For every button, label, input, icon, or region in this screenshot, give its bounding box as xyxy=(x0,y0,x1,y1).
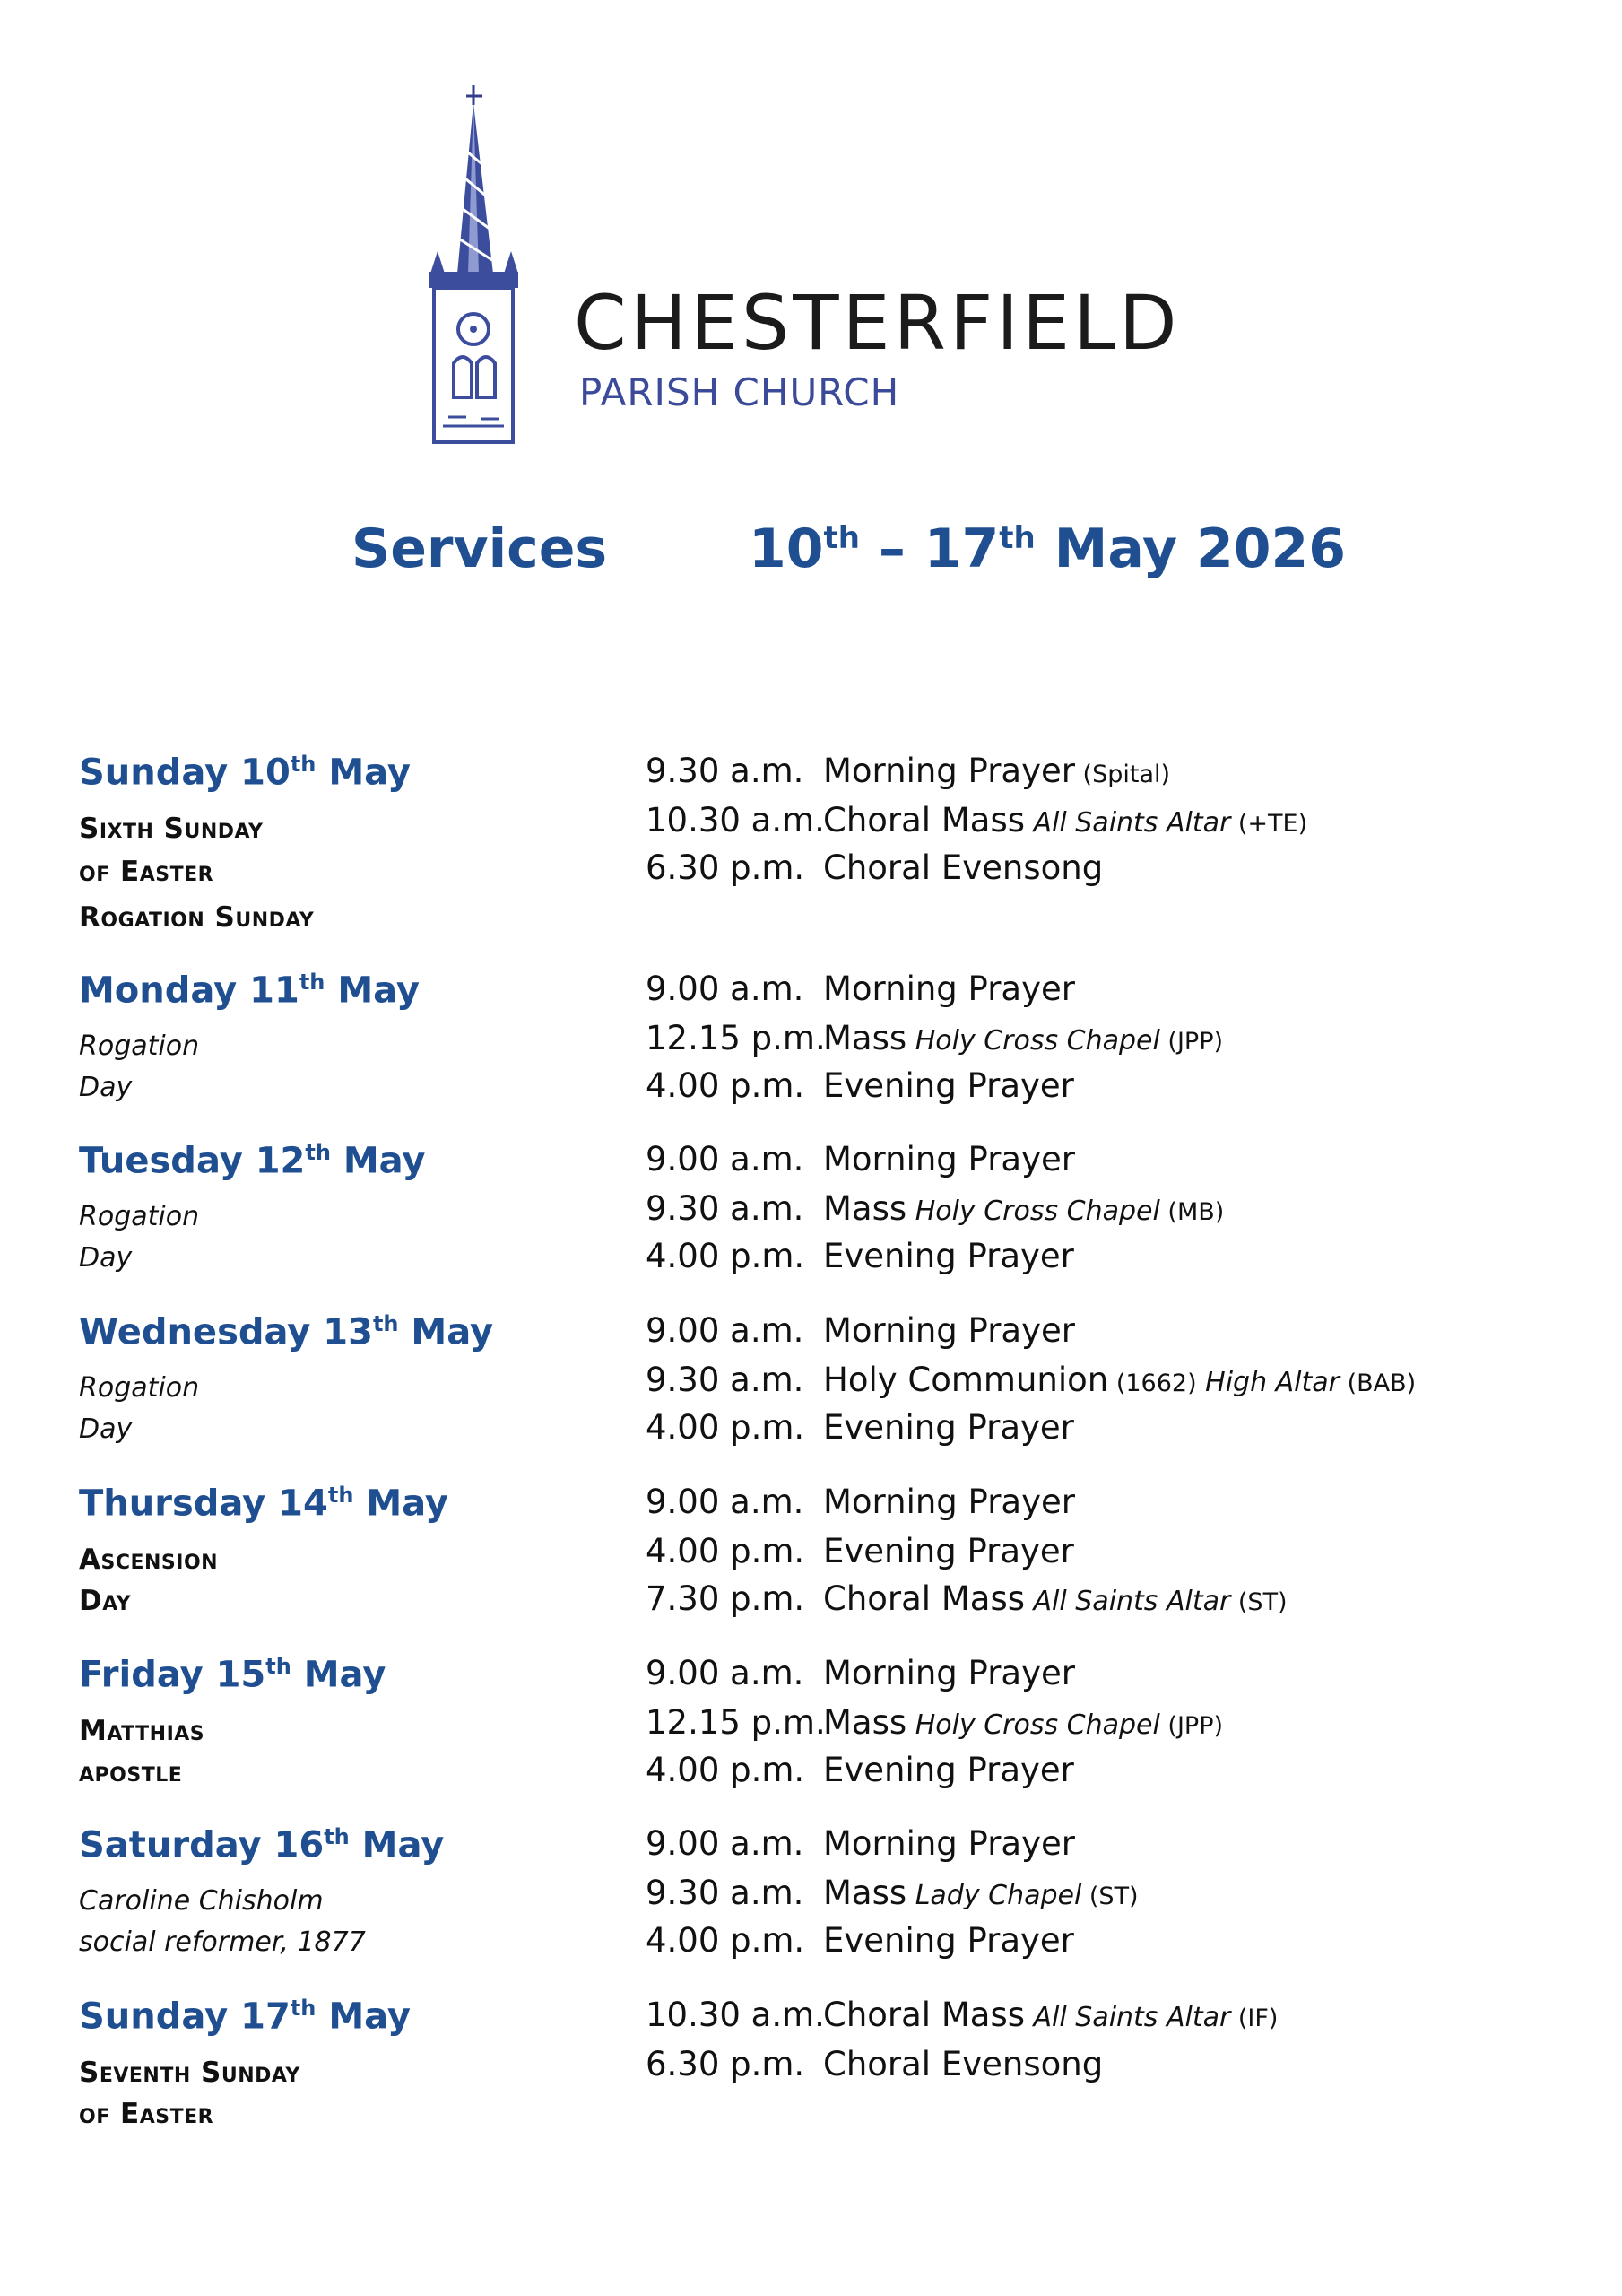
day-suffix: th xyxy=(327,1483,354,1508)
service-note: (+TE) xyxy=(1230,810,1308,838)
service-note: (Spital) xyxy=(1074,761,1171,788)
service-row xyxy=(646,1654,1075,1692)
page-title xyxy=(0,517,1622,598)
service-name: Morning Prayer xyxy=(823,1140,1075,1178)
service-name: Mass xyxy=(823,1189,907,1228)
service-time: 10.30 a.m. xyxy=(646,1996,825,2034)
service-note: (MB) xyxy=(1159,1198,1225,1226)
logo-wordmark: CHESTERFIELD xyxy=(574,279,1181,367)
service-name: Morning Prayer xyxy=(823,1654,1075,1692)
service-time: 9.30 a.m. xyxy=(646,1361,804,1399)
service-name: Mass xyxy=(823,1019,907,1057)
service-name: Choral Mass xyxy=(823,1996,1025,2034)
service-name: Choral Evensong xyxy=(823,848,1104,887)
title-services: Services xyxy=(351,517,608,580)
title-month-year: May 2026 xyxy=(1035,517,1346,580)
service-name: Choral Mass xyxy=(823,801,1025,839)
day-suffix: th xyxy=(290,1996,317,2021)
service-row xyxy=(646,2045,1103,2083)
service-time: 6.30 p.m. xyxy=(646,2045,805,2083)
day-month: May xyxy=(316,1996,411,2038)
day-note: Rogation xyxy=(79,1031,200,1062)
service-row xyxy=(646,1408,1074,1447)
day-name: Tuesday 12 xyxy=(79,1140,306,1182)
service-time: 9.00 a.m. xyxy=(646,1140,804,1178)
service-name: Morning Prayer xyxy=(823,1824,1075,1863)
day-heading xyxy=(79,752,411,793)
service-name: Evening Prayer xyxy=(823,1751,1074,1789)
service-note: (IF) xyxy=(1230,2005,1279,2032)
service-row xyxy=(646,1311,1075,1350)
service-row xyxy=(646,1824,1075,1863)
day-name: Monday 11 xyxy=(79,970,299,1012)
day-note: Ascension xyxy=(79,1544,219,1576)
service-name: Morning Prayer xyxy=(823,752,1075,790)
service-row xyxy=(646,1483,1075,1521)
service-time: 9.00 a.m. xyxy=(646,970,804,1008)
day-name: Thursday 14 xyxy=(79,1483,328,1525)
service-time: 9.00 a.m. xyxy=(646,1824,804,1863)
service-row xyxy=(646,1532,1074,1570)
service-time: 4.00 p.m. xyxy=(646,1532,805,1570)
service-row xyxy=(646,1189,1224,1228)
service-row xyxy=(646,1874,1139,1912)
day-heading xyxy=(79,1140,426,1181)
day-note: of Easter xyxy=(79,856,214,888)
day-note: Rogation xyxy=(79,1201,200,1232)
service-row xyxy=(646,1066,1074,1105)
service-row xyxy=(646,752,1170,790)
day-note: Day xyxy=(79,1585,132,1617)
service-name: Evening Prayer xyxy=(823,1921,1074,1960)
service-name: Holy Communion xyxy=(823,1361,1109,1399)
service-time: 9.30 a.m. xyxy=(646,1874,804,1912)
day-suffix: th xyxy=(372,1311,399,1336)
service-name: Mass xyxy=(823,1874,907,1912)
service-name: Mass xyxy=(823,1703,907,1742)
day-heading xyxy=(79,1483,448,1524)
service-location: All Saints Altar xyxy=(1025,1586,1231,1617)
service-location: High Altar xyxy=(1196,1367,1340,1398)
day-suffix: th xyxy=(305,1140,331,1165)
service-time: 4.00 p.m. xyxy=(646,1751,805,1789)
title-end-day: – 17 xyxy=(859,517,1000,580)
service-row xyxy=(646,1579,1288,1618)
service-name: Morning Prayer xyxy=(823,970,1075,1008)
service-time: 9.30 a.m. xyxy=(646,1189,804,1228)
service-time: 10.30 a.m. xyxy=(646,801,825,839)
day-heading xyxy=(79,1824,444,1866)
day-name: Friday 15 xyxy=(79,1654,266,1696)
service-time: 4.00 p.m. xyxy=(646,1066,805,1105)
service-name: Evening Prayer xyxy=(823,1408,1074,1447)
service-location: Holy Cross Chapel xyxy=(906,1196,1160,1227)
day-name: Saturday 16 xyxy=(79,1824,325,1866)
day-name: Wednesday 13 xyxy=(79,1311,373,1353)
service-location: Holy Cross Chapel xyxy=(906,1025,1160,1057)
service-name: Choral Mass xyxy=(823,1579,1025,1618)
day-suffix: th xyxy=(299,970,325,995)
service-row xyxy=(646,848,1103,887)
service-time: 9.00 a.m. xyxy=(646,1483,804,1521)
service-note: (1662) xyxy=(1108,1370,1197,1397)
service-row xyxy=(646,1751,1074,1789)
service-location: Holy Cross Chapel xyxy=(906,1709,1160,1741)
service-row xyxy=(646,1140,1075,1178)
day-month: May xyxy=(316,752,411,794)
service-name: Choral Evensong xyxy=(823,2045,1104,2083)
day-month: May xyxy=(325,970,420,1012)
service-note: (ST) xyxy=(1230,1588,1288,1616)
service-location: All Saints Altar xyxy=(1025,2002,1231,2033)
day-note: Matthias xyxy=(79,1715,205,1747)
service-time: 12.15 p.m. xyxy=(646,1019,826,1057)
service-time: 4.00 p.m. xyxy=(646,1921,805,1960)
day-note: Sixth Sunday xyxy=(79,813,264,845)
day-month: May xyxy=(349,1824,445,1866)
service-row xyxy=(646,1361,1416,1399)
day-note: Caroline Chisholm xyxy=(79,1885,324,1917)
service-row xyxy=(646,1237,1074,1275)
service-time: 6.30 p.m. xyxy=(646,848,805,887)
service-note: (BAB) xyxy=(1339,1370,1417,1397)
day-name: Sunday 10 xyxy=(79,752,291,794)
service-time: 4.00 p.m. xyxy=(646,1408,805,1447)
service-name: Evening Prayer xyxy=(823,1237,1074,1275)
title-start-day: 10 xyxy=(749,517,824,580)
day-name: Sunday 17 xyxy=(79,1996,291,2038)
day-note: apostle xyxy=(79,1756,183,1788)
church-logo xyxy=(421,85,1201,444)
day-heading xyxy=(79,1996,411,2037)
day-suffix: th xyxy=(265,1654,291,1679)
service-time: 9.00 a.m. xyxy=(646,1311,804,1350)
service-location: All Saints Altar xyxy=(1025,807,1231,839)
title-end-suffix: th xyxy=(999,520,1036,556)
service-time: 7.30 p.m. xyxy=(646,1579,805,1618)
day-suffix: th xyxy=(290,752,317,777)
service-row xyxy=(646,1019,1223,1057)
service-time: 9.00 a.m. xyxy=(646,1654,804,1692)
day-month: May xyxy=(398,1311,494,1353)
service-row xyxy=(646,1921,1074,1960)
day-note: Rogation xyxy=(79,1372,200,1404)
service-note: (JPP) xyxy=(1159,1028,1224,1056)
day-month: May xyxy=(291,1654,386,1696)
service-row xyxy=(646,1996,1278,2034)
day-heading xyxy=(79,1311,493,1352)
title-start-suffix: th xyxy=(823,520,860,556)
day-note: of Easter xyxy=(79,2098,214,2130)
service-name: Evening Prayer xyxy=(823,1066,1074,1105)
service-time: 12.15 p.m. xyxy=(646,1703,826,1742)
day-heading xyxy=(79,970,420,1011)
day-note: Day xyxy=(79,1413,133,1445)
service-name: Morning Prayer xyxy=(823,1311,1075,1350)
logo-subtitle: PARISH CHURCH xyxy=(579,370,900,414)
day-suffix: th xyxy=(324,1824,350,1849)
day-note: Day xyxy=(79,1072,133,1103)
service-row xyxy=(646,970,1075,1008)
service-location: Lady Chapel xyxy=(906,1880,1082,1911)
service-time: 9.30 a.m. xyxy=(646,752,804,790)
service-name: Morning Prayer xyxy=(823,1483,1075,1521)
spire-icon xyxy=(421,85,565,444)
service-row xyxy=(646,1703,1223,1742)
day-note: Day xyxy=(79,1242,133,1274)
day-note: social reformer, 1877 xyxy=(79,1926,366,1958)
day-note: Seventh Sunday xyxy=(79,2057,300,2089)
title-dates xyxy=(749,517,1346,580)
service-note: (JPP) xyxy=(1159,1712,1224,1740)
service-time: 4.00 p.m. xyxy=(646,1237,805,1275)
service-row xyxy=(646,801,1307,839)
service-note: (ST) xyxy=(1081,1883,1139,1910)
day-heading xyxy=(79,1654,386,1695)
service-name: Evening Prayer xyxy=(823,1532,1074,1570)
day-note: Rogation Sunday xyxy=(79,901,315,934)
day-month: May xyxy=(330,1140,426,1182)
day-month: May xyxy=(353,1483,448,1525)
